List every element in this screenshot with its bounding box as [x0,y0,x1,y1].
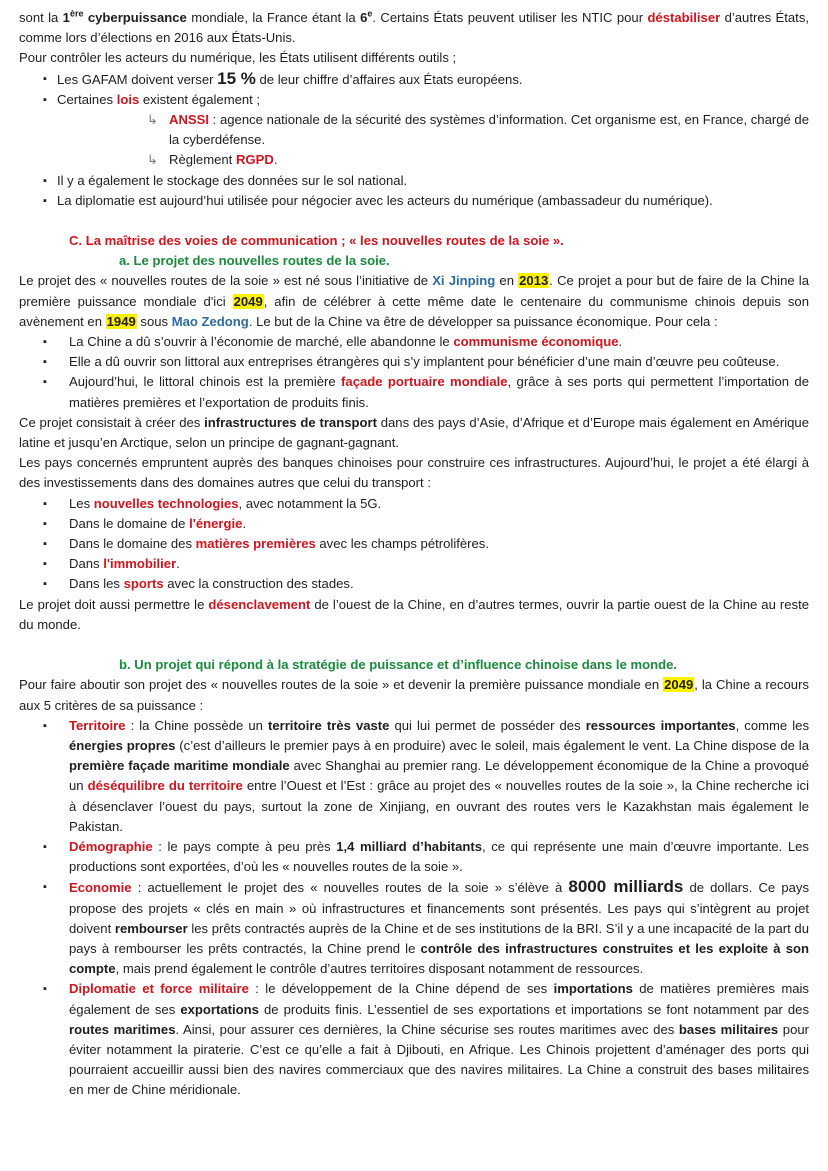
section-heading-c: C. La maîtrise des voies de communication ; « les nouvelles routes de la soie ». [69,233,564,249]
document-page [19,8,809,1101]
list-item: ▪ Dans l'immobilier. [19,554,809,574]
paragraph-infrastructures: Ce projet consistait à créer des infrastructures de transport dans des pays d’Asie, d’Afrique et d’Europe mais également en Amérique latine et jusqu’en Arctique, selon un principe de gagnant-gagnant. [19,414,809,451]
tools-list-continued [19,171,809,211]
list-item-diplomatie: ▪ Diplomatie et force militaire : le développement de la Chine dépend de ses importations de matières premières mais également de ses exportations de produits finis. L’essentiel de ses exportations et importations se font notamment par des routes maritimes. Ainsi, pour assurer ces dernières, la Chine sécurise ses routes maritimes avec des bases militaires pour éviter notamment la piraterie. C’est ce qu’elle a fait à Djibouti, en Afrique. Les Chinois projettent d’aménager des ports qui pourraient accueillir aussi bien des navires commerciaux que des navires militaires. La Chine a construit des bases militaires en mer de Chine méridionale. [19,979,809,1100]
list-item: ▪ La diplomatie est aujourd’hui utilisée pour négocier avec les acteurs du numérique (ambassadeur du numérique). [19,191,809,211]
arrow-icon: ↳ [147,152,158,168]
list-item: ▪ Elle a dû ouvrir son littoral aux entreprises étrangères qui s’y implantent pour bénéficier d’une main d’œuvre peu coûteuse. [19,352,809,372]
power-criteria-list [19,716,809,1101]
subsection-heading-a: a. Le projet des nouvelles routes de la soie. [119,253,390,269]
list-item: ▪ Dans les sports avec la construction des stades. [19,574,809,594]
subsection-heading-b: b. Un projet qui répond à la stratégie de puissance et d’influence chinoise dans le monde. [119,657,678,673]
paragraph-projet-origine: Le projet des « nouvelles routes de la soie » est né sous l’initiative de Xi Jinping en 2013. Ce projet a pour but de faire de la Chine la première puissance mondiale d'ici 2049, afin de célébrer à cette même date le centenaire du communisme chinois depuis son avènement en 1949 sous Mao Zedong. Le but de la Chine va être de développer sa puissance économique. Pour cela : [19,273,809,329]
paragraph-desenclavement: Le projet doit aussi permettre le désenclavement de l’ouest de la Chine, en d’autres termes, ouvrir la partie ouest de la Chine au reste du monde. [19,596,809,632]
list-item-economie: ▪ Economie : actuellement le projet des « nouvelles routes de la soie » s’élève à 8000 milliards de dollars. Ce pays propose des projets « clés en main » où infrastructures et financements sont présentés. Les pays qui s’intègrent au projet doivent rembourser les prêts contractés auprès de la Chine et de ses institutions de la BRI. S’il y a une incapacité de la part du pays à rembourser les prêts contractés, la Chine prend le contrôle des infrastructures construites et les exploite à son compte, mais prend également le contrôle d’autres territoires disposant notamment de ressources. [19,877,809,979]
list-item: ▪ Les nouvelles technologies, avec notamment la 5G. [19,494,809,514]
economic-measures-list [19,332,809,413]
sub-item-anssi: ↳ ANSSI : agence nationale de la sécurité des systèmes d’information. Cet organisme est, en France, chargé de la cyberdéfense. [147,112,809,148]
domains-list [19,494,809,595]
list-item: ▪ La Chine a dû s’ouvrir à l’économie de marché, elle abandonne le communisme économique. [19,332,809,352]
list-item: ▪ Il y a également le stockage des données sur le sol national. [19,171,809,191]
list-item: ▪ Dans le domaine des matières premières avec les champs pétrolifères. [19,534,809,554]
paragraph-cyberpuissance: sont la 1ère cyberpuissance mondiale, la France étant la 6e. Certains États peuvent utiliser les NTIC pour déstabiliser d’autres États, comme lors d’élections en 2016 aux États-Unis. [19,8,810,46]
paragraph-outils-intro: Pour contrôler les acteurs du numérique, les États utilisent différents outils ; [19,50,457,66]
list-item: ▪ Aujourd’hui, le littoral chinois est la première façade portuaire mondiale, grâce à ses ports qui permettent l’importation de matières premières et l’exportation de produits finis. [19,372,809,412]
paragraph-banques: Les pays concernés empruntent auprès des banques chinoises pour construire ces infrastructures. Aujourd’hui, le projet a été élargi à des investissements dans des domaines autres que celui du transport : [19,455,809,491]
list-item-territoire: ▪ Territoire : la Chine possède un territoire très vaste qui lui permet de posséder des ressources importantes, comme les énergies propres (c’est d’ailleurs le premier pays à en produire) avec le soleil, mais également le vent. La Chine dispose de la première façade maritime mondiale avec Shanghai au premier rang. Le développement économique de la Chine a provoqué un déséquilibre du territoire entre l’Ouest et l’Est : grâce au projet des « nouvelles routes de la soie », la Chine recherche ici à désenclaver l’ouest du pays, surtout la zone de Xinjiang, en ouvrant des routes vers le Kazakhstan mais également le Pakistan. [19,716,809,837]
list-item: ▪ Les GAFAM doivent verser 15 % de leur chiffre d’affaires aux États européens. [19,69,809,90]
tools-list [19,69,809,110]
paragraph-criteres-intro: Pour faire aboutir son projet des « nouvelles routes de la soie » et devenir la première puissance mondiale en 2049, la Chine a recours aux 5 critères de sa puissance : [19,677,809,713]
list-item-demographie: ▪ Démographie : le pays compte à peu près 1,4 milliard d’habitants, ce qui représente une main d’œuvre importante. Les productions sont exportées, d’où les « nouvelles routes de la soie ». [19,837,809,877]
sub-item-rgpd: ↳ Règlement RGPD. [19,150,809,170]
arrow-icon: ↳ [147,112,158,128]
list-item: ▪ Dans le domaine de l'énergie. [19,514,809,534]
list-item: ▪ Certaines lois existent également ; [19,90,809,110]
